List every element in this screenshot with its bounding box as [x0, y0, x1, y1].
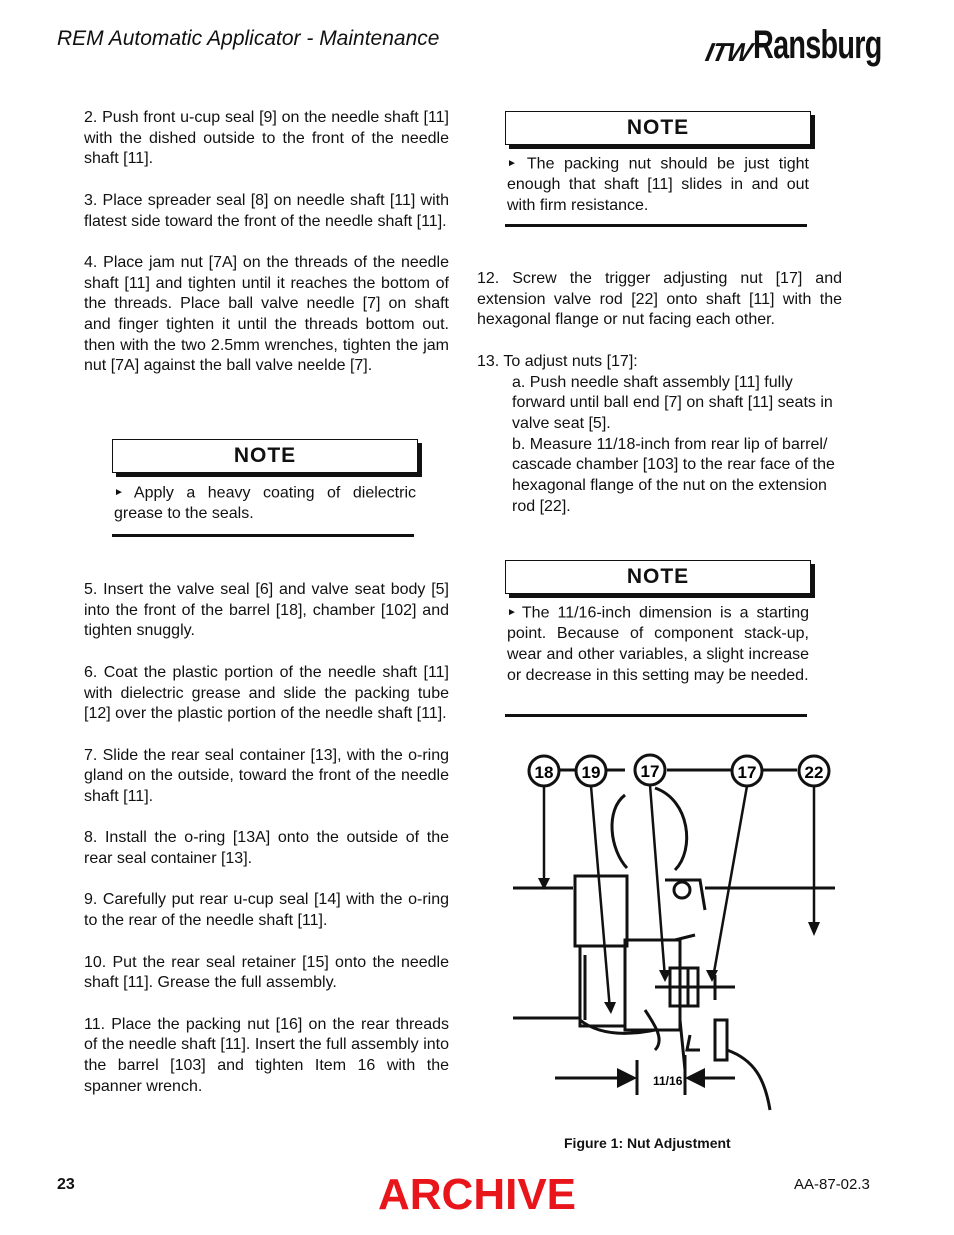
nut-adjustment-diagram: [505, 750, 845, 1120]
step-10: 10. Put the rear seal retainer [15] onto the needle shaft [11]. Grease the full assembly.: [84, 953, 449, 992]
callout-17b: 17: [737, 763, 757, 782]
note-text: [507, 154, 809, 217]
note-label: NOTE: [505, 560, 811, 594]
callout-19: 19: [581, 763, 601, 782]
note-rule: [505, 224, 807, 227]
callout-18: 18: [534, 763, 554, 782]
step-12: 12. Screw the trigger adjusting nut [17] and extension valve rod [22] onto shaft [11] with the hexagonal flange or nut facing each other.: [477, 270, 842, 329]
logo-prefix: ITW: [702, 37, 754, 67]
step-7: 7. Slide the rear seal container [13], with the o-ring gland on the outside, toward the front of the needle shaft [11].: [84, 746, 449, 805]
company-logo: [702, 18, 931, 68]
bullet-arrow-icon: ►: [507, 607, 517, 618]
left-column-lower: [84, 580, 449, 1118]
step-5: 5. Insert the valve seal [6] and valve seat body [5] into the front of the barrel [18], chamber [102] and tighten snuggly.: [84, 581, 449, 640]
note-label: NOTE: [112, 439, 418, 473]
step-3: 3. Place spreader seal [8] on needle shaft [11] with flatest side toward the front of the needle shaft [11].: [84, 191, 449, 230]
figure-caption: Figure 1: Nut Adjustment: [564, 1135, 731, 1151]
page-header-title: REM Automatic Applicator - Maintenance: [57, 27, 440, 50]
dimension-label: 11/16: [653, 1074, 683, 1088]
step-13: 13. To adjust nuts [17]:: [477, 352, 638, 370]
note-text: [507, 603, 809, 686]
assembly-drawing: [513, 788, 835, 1110]
note-text-content: The 11/16-inch dimension is a starting point. Because of component stack-up, wear and other variables, a slight increase or decrease in this setting may be needed.: [507, 604, 809, 684]
logo-name: Ransburg: [752, 23, 882, 67]
step-8: 8. Install the o-ring [13A] onto the outside of the rear seal container [13].: [84, 829, 449, 868]
note-label: NOTE: [505, 111, 811, 145]
step-2: 2. Push front u-cup seal [9] on the needle shaft [11] with the dished outside to the front of the needle shaft [11].: [84, 109, 449, 168]
note-text-content: Apply a heavy coating of dielectric grease to the seals.: [114, 484, 416, 523]
step-13a: a. Push needle shaft assembly [11] fully forward until ball end [7] on shaft [11] seats in valve seat [5].: [512, 373, 833, 432]
bullet-arrow-icon: ►: [507, 158, 517, 169]
bullet-arrow-icon: ►: [114, 487, 124, 498]
step-9: 9. Carefully put rear u-cup seal [14] with the o-ring to the rear of the needle shaft [11].: [84, 891, 449, 930]
note-rule: [112, 534, 414, 537]
step-6: 6. Coat the plastic portion of the needle shaft [11] with dielectric grease and slide the packing tube [12] over the plastic portion of the needle shaft [11].: [84, 663, 449, 723]
callout-17a: 17: [640, 762, 660, 781]
right-column-steps: [477, 269, 842, 538]
note-text: [114, 483, 416, 525]
dimension-11-16: [555, 1055, 735, 1095]
step-13b: b. Measure 11/18-inch from rear lip of barrel/ cascade chamber [103] to the rear face of the hexagonal flange of the nut on the extension rod [22].: [512, 435, 835, 515]
callout-22: 22: [804, 763, 824, 782]
note-rule: [505, 714, 807, 717]
left-column: [84, 108, 449, 398]
archive-watermark: ARCHIVE: [378, 1170, 577, 1219]
page-number: 23: [57, 1176, 75, 1193]
note-text-content: The packing nut should be just tight enough that shaft [11] slides in and out with firm resistance.: [507, 155, 809, 214]
step-11: 11. Place the packing nut [16] on the rear threads of the needle shaft [11]. Insert the full assembly into the barrel [103] and tighten Item 16 with the spanner wrench.: [84, 1015, 449, 1095]
step-4: 4. Place jam nut [7A] on the threads of the needle shaft [11] and tighten until it reaches the bottom of the threads. Place ball valve needle [7] on shaft and finger tighten it until the threads bottom out. then with the two 2.5mm wrenches, tighten the jam nut [7A] against the ball valve neelde [7].: [84, 253, 449, 375]
document-id: AA-87-02.3: [794, 1176, 870, 1193]
